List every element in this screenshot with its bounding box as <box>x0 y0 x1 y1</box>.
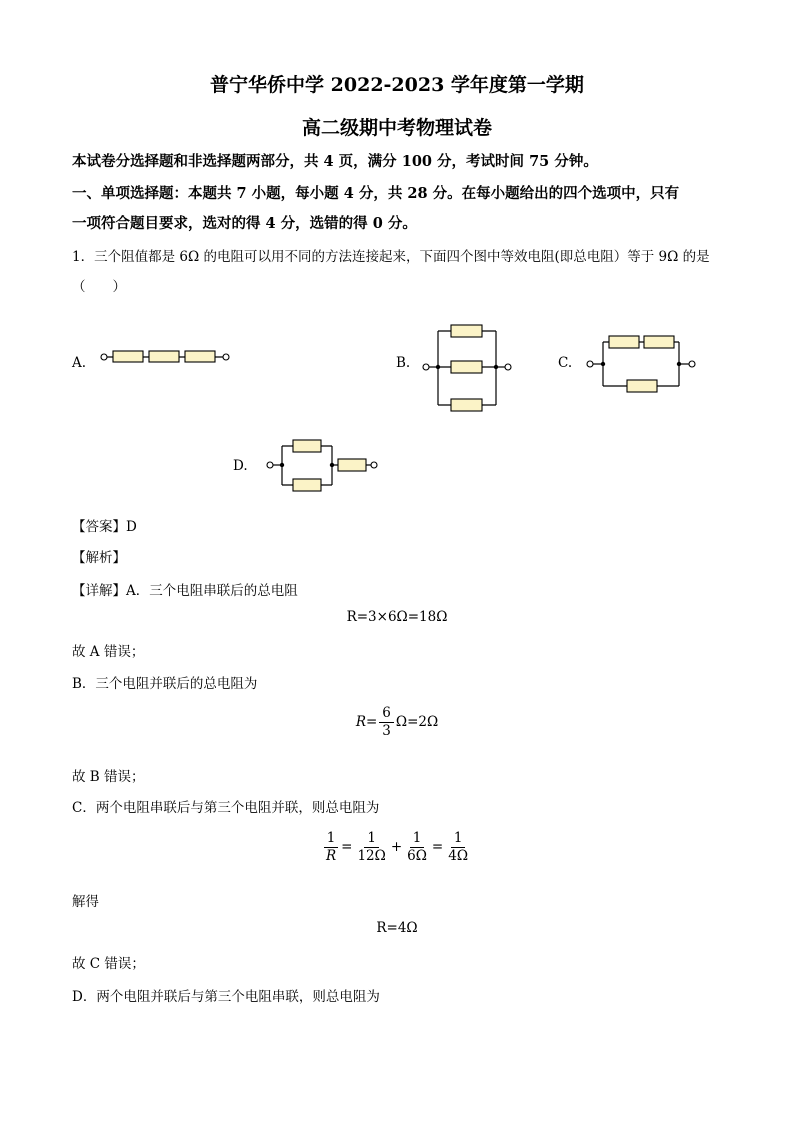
circuit-c-resistor-3 <box>627 380 657 392</box>
circuit-d-terminal-left <box>267 462 273 468</box>
formula-c-eq-1: = <box>341 839 353 855</box>
formula-c-f4-num: 1 <box>451 830 466 848</box>
exam-title-line1: 普宁华侨中学 2022-2023 学年度第一学期 <box>210 74 584 96</box>
circuit-d-resistor-2 <box>293 479 321 491</box>
solve-label: 解得 <box>72 894 99 910</box>
circuit-b-resistor-3 <box>451 399 482 411</box>
circuit-a-terminal-left <box>101 354 107 360</box>
exam-title-line2: 高二级期中考物理试卷 <box>301 117 492 139</box>
formula-c-f2-den: 12Ω <box>357 848 386 864</box>
formula-b-rhs: Ω=2Ω <box>395 714 439 730</box>
question1-stem-line2: （ ） <box>72 279 126 295</box>
formula-b <box>0 705 794 740</box>
answer-value: D <box>126 519 137 535</box>
circuit-b-terminal-left <box>423 364 429 370</box>
section1-instructions-line2: 一项符合题目要求，选对的得 4 分，选错的得 0 分。 <box>72 215 417 232</box>
circuit-c-terminal-right <box>689 361 695 367</box>
circuit-b-resistor-1 <box>451 325 482 337</box>
formula-c-f4-den: 4Ω <box>448 848 469 864</box>
detail-b-text: B．三个电阻并联后的总电阻为 <box>72 676 258 692</box>
option-b-label: B. <box>396 355 411 371</box>
formula-c-fraction-4 <box>445 830 471 865</box>
answer-tag: 【答案】 <box>72 519 126 535</box>
circuit-a-terminal-right <box>223 354 229 360</box>
detail-d-text: D．两个电阻并联后与第三个电阻串联，则总电阻为 <box>72 989 380 1005</box>
option-a-label: A. <box>72 355 87 371</box>
circuit-c-resistor-2 <box>644 336 674 348</box>
formula-b-fraction <box>379 705 394 740</box>
circuit-a-resistor-3 <box>185 351 215 362</box>
conclusion-a: 故 A 错误； <box>72 644 145 660</box>
detail-tag: 【详解】 <box>72 583 126 599</box>
circuit-a-resistor-1 <box>113 351 143 362</box>
circuit-d-terminal-right <box>371 462 377 468</box>
formula-c <box>0 830 794 865</box>
formula-c-eq-2: = <box>431 839 444 855</box>
exam-info: 本试卷分选择题和非选择题两部分，共 4 页，满分 100 分，考试时间 75 分钟。 <box>72 153 598 170</box>
circuit-b-diagram <box>418 318 518 414</box>
circuit-a-diagram <box>96 345 236 369</box>
circuit-d-resistor-1 <box>293 440 321 452</box>
circuit-c-resistor-1 <box>609 336 639 348</box>
formula-c-f3-num: 1 <box>410 830 425 848</box>
answer-line <box>72 515 137 535</box>
detail-a-line <box>72 579 298 599</box>
analysis-tag: 【解析】 <box>72 550 126 566</box>
circuit-a-resistor-2 <box>149 351 179 362</box>
formula-c-f2-num: 1 <box>364 830 379 848</box>
circuit-b-resistor-2 <box>451 361 482 373</box>
detail-a-text: A．三个电阻串联后的总电阻 <box>126 583 298 599</box>
formula-c-f1-den: R <box>325 848 337 864</box>
formula-c-f3-den: 6Ω <box>407 848 427 864</box>
circuit-c-diagram <box>580 328 702 396</box>
formula-b-lhs: R= <box>355 714 378 730</box>
option-d-label: D. <box>233 458 248 474</box>
circuit-b-terminal-right <box>505 364 511 370</box>
circuit-d-diagram <box>262 434 384 496</box>
formula-c-fraction-2 <box>354 830 388 865</box>
conclusion-c: 故 C 错误； <box>72 956 145 972</box>
formula-b-numerator: 6 <box>379 705 394 723</box>
detail-c-text: C．两个电阻串联后与第三个电阻并联，则总电阻为 <box>72 800 380 816</box>
question1-stem-line1: 1．三个阻值都是 6Ω 的电阻可以用不同的方法连接起来，下面四个图中等效电阻(即总电阻）等于 9Ω 的是 <box>72 249 710 265</box>
formula-c-plus: + <box>390 839 403 855</box>
formula-b-denominator: 3 <box>382 723 391 739</box>
circuit-c-terminal-left <box>587 361 593 367</box>
option-c-label: C. <box>558 355 573 371</box>
conclusion-b: 故 B 错误； <box>72 769 145 785</box>
section1-instructions-line1: 一、单项选择题：本题共 7 小题，每小题 4 分，共 28 分。在每小题给出的四个选项中，只有 <box>72 185 680 202</box>
formula-a: R=3×6Ω=18Ω <box>346 609 448 625</box>
formula-c-result: R=4Ω <box>376 920 418 936</box>
formula-c-fraction-3 <box>404 830 430 865</box>
circuit-d-resistor-3 <box>338 459 366 471</box>
formula-c-fraction-1 <box>323 830 339 865</box>
formula-c-f1-num: 1 <box>324 830 339 848</box>
